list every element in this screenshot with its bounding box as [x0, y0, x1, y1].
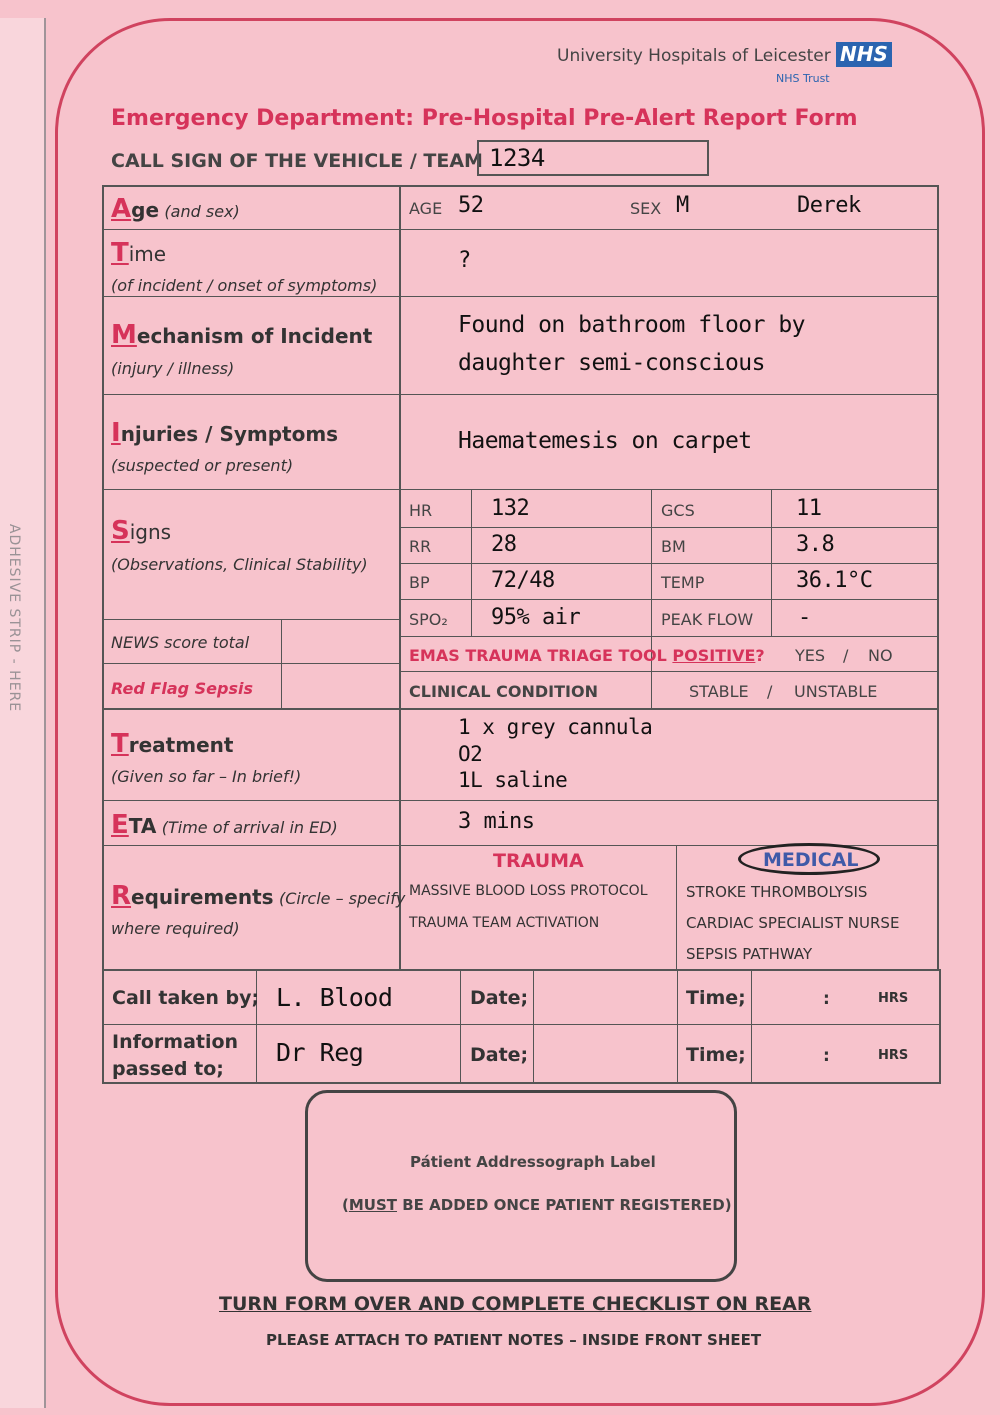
time-label: Time — [111, 238, 167, 268]
time-value[interactable]: ? — [458, 248, 471, 273]
bm-value[interactable]: 3.8 — [796, 532, 835, 557]
call-time-hrs: HRS — [878, 991, 909, 1006]
mechanism-sublabel: (injury / illness) — [111, 359, 235, 378]
hr-value[interactable]: 132 — [491, 496, 530, 521]
nhs-trust-label: NHS Trust — [776, 72, 830, 85]
signs-label: Signs — [111, 516, 172, 546]
news-score-label: NEWS score total — [111, 633, 250, 652]
info-time-label: Time; — [686, 1044, 746, 1066]
stroke-thrombolysis-option[interactable]: STROKE THROMBOLYSIS — [686, 883, 868, 901]
addressograph-note: (MUST BE ADDED ONCE PATIENT REGISTERED) — [342, 1196, 732, 1214]
callsign-value: 1234 — [489, 144, 545, 172]
nhs-logo: NHS — [836, 42, 892, 67]
temp-label: TEMP — [661, 573, 705, 592]
bm-label: BM — [661, 537, 686, 556]
requirements-label: Requirements (Circle – specify — [111, 881, 406, 911]
attach-instruction: PLEASE ATTACH TO PATIENT NOTES – INSIDE FRONT SHEET — [266, 1331, 762, 1349]
call-time-label: Time; — [686, 987, 746, 1009]
eta-label: ETA (Time of arrival in ED) — [111, 810, 338, 840]
sex-value[interactable]: M — [676, 193, 689, 218]
rr-value[interactable]: 28 — [491, 532, 517, 557]
temp-value[interactable]: 36.1°C — [796, 568, 873, 593]
unstable-option[interactable]: UNSTABLE — [794, 682, 878, 701]
trauma-heading: TRAUMA — [493, 850, 584, 872]
adhesive-strip-label: ADHESIVE STRIP - HERE — [6, 523, 22, 713]
emas-yes-option[interactable]: YES — [795, 646, 826, 665]
info-passed-label-line-2: passed to; — [112, 1058, 224, 1080]
sex-field-label: SEX — [630, 199, 662, 218]
emas-trauma-triage-label: EMAS TRAUMA TRIAGE TOOL POSITIVE? — [409, 646, 765, 665]
emas-no-option[interactable]: NO — [868, 646, 893, 665]
call-taken-value[interactable]: L. Blood — [276, 983, 393, 1012]
adhesive-strip — [0, 18, 46, 1408]
injuries-sublabel: (suspected or present) — [111, 456, 294, 475]
age-field-label: AGE — [409, 199, 443, 218]
sepsis-pathway-option[interactable]: SEPSIS PATHWAY — [686, 945, 813, 963]
red-flag-sepsis-label: Red Flag Sepsis — [111, 679, 253, 698]
news-score-field[interactable] — [283, 621, 398, 662]
bp-value[interactable]: 72/48 — [491, 568, 555, 593]
clinical-condition-label: CLINICAL CONDITION — [409, 682, 598, 701]
time-sublabel: (of incident / onset of symptoms) — [111, 276, 378, 295]
rr-label: RR — [409, 537, 432, 556]
patient-name[interactable]: Derek — [797, 193, 861, 218]
mechanism-line-1[interactable]: Found on bathroom floor by — [458, 312, 806, 338]
call-taken-label: Call taken by; — [112, 987, 260, 1009]
mechanism-line-2[interactable]: daughter semi-conscious — [458, 350, 765, 376]
trauma-team-activation-option[interactable]: TRAUMA TEAM ACTIVATION — [409, 915, 600, 931]
info-passed-value[interactable]: Dr Reg — [276, 1038, 364, 1067]
peak-flow-value[interactable]: - — [798, 605, 811, 630]
red-flag-sepsis-field[interactable] — [283, 665, 398, 707]
age-label: Age (and sex) — [111, 194, 240, 224]
treatment-sublabel: (Given so far – In brief!) — [111, 767, 302, 786]
callsign-label: CALL SIGN OF THE VEHICLE / TEAM — [111, 150, 483, 172]
info-date-field[interactable] — [535, 1026, 675, 1081]
addressograph-title: Pátient Addressograph Label — [410, 1153, 656, 1171]
turn-over-instruction: TURN FORM OVER AND COMPLETE CHECKLIST ON REAR — [219, 1293, 812, 1315]
mechanism-label: Mechanism of Incident — [111, 320, 373, 350]
info-time-hrs: HRS — [878, 1048, 909, 1063]
call-date-label: Date; — [470, 987, 529, 1009]
emas-separator: / — [843, 646, 849, 665]
bp-label: BP — [409, 573, 430, 592]
gcs-label: GCS — [661, 501, 695, 520]
injuries-value[interactable]: Haematemesis on carpet — [458, 428, 752, 454]
signs-sublabel: (Observations, Clinical Stability) — [111, 555, 368, 574]
call-time-colon: : — [823, 989, 830, 1009]
treatment-label: Treatment — [111, 729, 234, 759]
callsign-field[interactable] — [477, 140, 709, 176]
spo2-value[interactable]: 95% air — [491, 605, 581, 630]
massive-blood-loss-option[interactable]: MASSIVE BLOOD LOSS PROTOCOL — [409, 883, 648, 899]
treatment-line-1[interactable]: 1 x grey cannula — [458, 715, 653, 739]
medical-heading[interactable]: MEDICAL — [763, 849, 859, 871]
requirements-sublabel: where required) — [111, 919, 240, 938]
eta-value[interactable]: 3 mins — [458, 809, 535, 834]
cardiac-specialist-nurse-option[interactable]: CARDIAC SPECIALIST NURSE — [686, 914, 900, 932]
call-date-field[interactable] — [535, 972, 675, 1022]
peak-flow-label: PEAK FLOW — [661, 610, 754, 629]
treatment-line-3[interactable]: 1L saline — [458, 768, 568, 792]
stable-option[interactable]: STABLE — [689, 682, 749, 701]
age-value[interactable]: 52 — [458, 193, 484, 218]
treatment-line-2[interactable]: O2 — [458, 742, 483, 766]
info-time-colon: : — [823, 1046, 830, 1066]
patient-addressograph-box[interactable] — [305, 1090, 737, 1282]
trust-name: University Hospitals of Leicester — [557, 46, 831, 66]
spo2-label: SPO₂ — [409, 610, 448, 629]
condition-separator: / — [767, 682, 773, 701]
form-title: Emergency Department: Pre-Hospital Pre-Alert Report Form — [111, 106, 858, 131]
hr-label: HR — [409, 501, 433, 520]
injuries-label: Injuries / Symptoms — [111, 418, 339, 448]
info-date-label: Date; — [470, 1044, 529, 1066]
gcs-value[interactable]: 11 — [796, 496, 822, 521]
info-passed-label-line-1: Information — [112, 1031, 239, 1053]
